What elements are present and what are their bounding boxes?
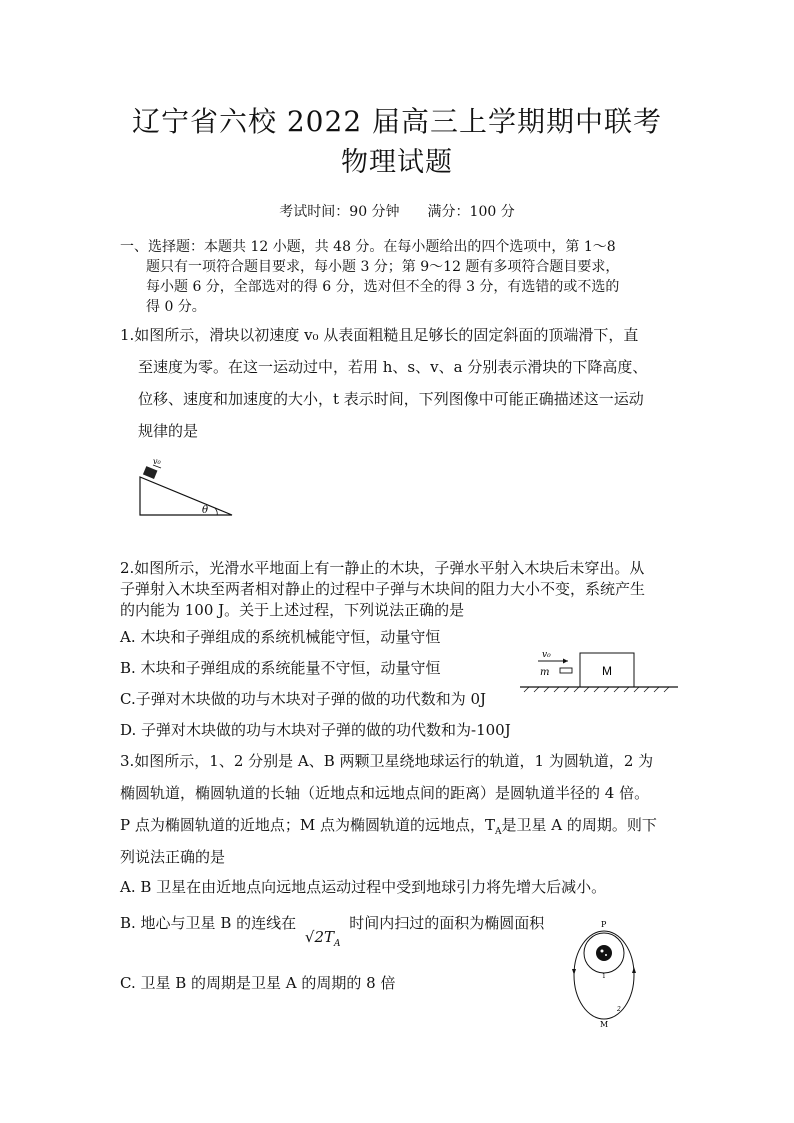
section-line: 题只有一项符合题目要求，每小题 3 分；第 9～12 题有多项符合题目要求， — [146, 259, 620, 275]
bullet-v0-label: v₀ — [542, 650, 551, 660]
section-instructions — [120, 237, 680, 317]
q3-line: 3.如图所示，1、2 分别是 A、B 两颗卫星绕地球运行的轨道，1 为圆轨道，2 为 — [120, 752, 654, 770]
q3-option-a: A. B 卫星在由近地点向远地点运动过程中受到地球引力将先增大后减小。 — [120, 878, 607, 896]
q2-options — [120, 626, 511, 750]
question-3 — [120, 750, 690, 878]
q2-line: 子弹射入木块至两者相对静止的过程中子弹与木块间的阻力大小不变，系统产生 — [120, 580, 646, 598]
section-line: 每小题 6 分，全部选对的得 6 分，选对但不全的得 3 分，有选错的或不选的 — [146, 279, 620, 295]
incline-figure — [135, 455, 245, 520]
bullet-block-figure — [520, 645, 680, 695]
q3-line: 列说法正确的是 — [120, 848, 226, 866]
exam-subtitle: 物理试题 — [341, 147, 453, 178]
question-1 — [120, 324, 690, 452]
exam-meta — [0, 201, 794, 221]
q2-line: 2.如图所示，光滑水平地面上有一静止的木块，子弹水平射入木块后未穿出。从 — [120, 559, 645, 577]
exam-time: 考试时间：90 分钟 — [279, 204, 400, 220]
q1-line: 至速度为零。在这一运动过中，若用 h、s、v、a 分别表示滑块的下降高度、 — [138, 358, 648, 376]
q1-line: 1.如图所示，滑块以初速度 v₀ 从表面粗糙且足够长的固定斜面的顶端滑下，直 — [120, 326, 639, 344]
exam-title: 辽宁省六校 2022 届高三上学期期中联考 — [131, 105, 663, 138]
block-m-label: M — [602, 664, 612, 678]
q2-line: 的内能为 100 J。关于上述过程，下列说法正确的是 — [120, 601, 465, 619]
orbit-p-label: P — [601, 920, 607, 929]
orbit-figure — [560, 915, 650, 1030]
q2-option-a: A. 木块和子弹组成的系统机械能守恒，动量守恒 — [120, 628, 441, 646]
section-line: 得 0 分。 — [146, 299, 206, 315]
q2-option-b: B. 木块和子弹组成的系统能量不守恒，动量守恒 — [120, 659, 441, 677]
section-line: 一、选择题：本题共 12 小题，共 48 分。在每小题给出的四个选项中，第 1～8 — [120, 239, 616, 255]
q1-line: 位移、速度和加速度的大小，t 表示时间，下列图像中可能正确描述这一运动 — [138, 390, 644, 408]
question-2 — [120, 558, 690, 621]
q3-line: P 点为椭圆轨道的近地点；M 点为椭圆轨道的远地点，$T_A$是卫星 A 的周期。则下 — [120, 816, 657, 837]
q2-option-d: D. 子弹对木块做的功与木块对子弹的做的功代数和为-100J — [120, 721, 511, 739]
q3-option-b-expression: $√2T_A$ — [304, 928, 341, 949]
q3-option-b: B. 地心与卫星 B 的连线在 $√2T_A$ 时间内扫过的面积为椭圆面积 — [120, 914, 545, 949]
q3-sub-a: A — [495, 827, 502, 837]
orbit-2-label: 2 — [617, 1006, 621, 1013]
full-score: 满分：100 分 — [427, 204, 515, 220]
q3-option-c: C. 卫星 B 的周期是卫星 A 的周期的 8 倍 — [120, 974, 396, 992]
orbit-m-label: M — [600, 1020, 609, 1029]
incline-v0-label: v₀ — [153, 457, 161, 466]
incline-angle-label: θ — [202, 505, 209, 516]
q1-line: 规律的是 — [138, 422, 199, 440]
q2-option-c: C.子弹对木块做的功与木块对子弹的做的功代数和为 0J — [120, 690, 487, 708]
orbit-1-label: 1 — [602, 973, 606, 980]
q3-line: 椭圆轨道，椭圆轨道的长轴（近地点和远地点间的距离）是圆轨道半径的 4 倍。 — [120, 784, 650, 802]
bullet-m-label: m — [540, 667, 550, 678]
